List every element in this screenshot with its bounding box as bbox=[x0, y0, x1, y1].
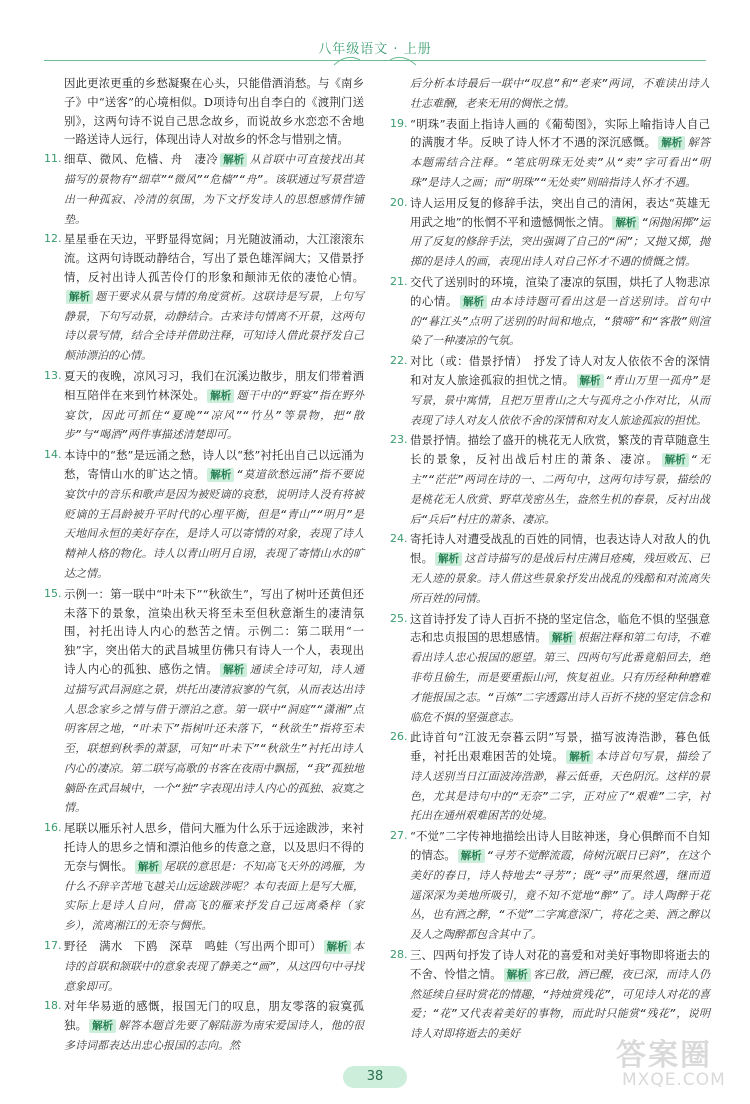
right-answer-column bbox=[390, 74, 710, 1045]
answer-entry bbox=[390, 352, 710, 430]
watermark bbox=[616, 1030, 736, 1098]
answer-text: 对比（或：借景抒情） 抒发了诗人对友人依依不舍的深情和对友人旅途孤寂的担忧之情。 bbox=[410, 354, 710, 387]
explanation-text: 后分析本诗最后一联中“叹息”和“老来”两词，不难读出诗人壮志难酬，老来无用的惆怅之情。 bbox=[410, 77, 710, 110]
question-number: 27. bbox=[390, 829, 408, 843]
answer-entry bbox=[44, 819, 364, 936]
answer-text: 因此更浓更重的乡愁凝聚在心头，只能借酒消愁。与《南乡子》中“送客”的心境相似。D项诗句出自李白的《渡荆门送别》，这两句诗不说自己思念故乡，而说故乡水恋恋不舍地一路送诗人远行，体现出诗人对故乡的怀念与惜别之情。 bbox=[64, 76, 364, 147]
answer-entry bbox=[44, 997, 364, 1055]
analysis-label: 解析 bbox=[207, 389, 234, 403]
analysis-label: 解析 bbox=[324, 940, 351, 954]
analysis-label: 解析 bbox=[460, 295, 487, 309]
question-number: 22. bbox=[390, 354, 408, 368]
analysis-label: 解析 bbox=[577, 374, 604, 388]
answer-text: “不觉”二字传神地描绘出诗人目眩神迷，身心俱醉而不自知的情态。 bbox=[410, 829, 710, 863]
question-number: 24. bbox=[390, 532, 408, 546]
analysis-label: 解析 bbox=[662, 453, 689, 467]
page-header bbox=[0, 0, 750, 72]
answer-text: 这首诗抒发了诗人百折不挠的坚定信念，临危不惧的坚强意志和忠贞报国的思想感情。 bbox=[410, 611, 710, 645]
analysis-label: 解析 bbox=[612, 216, 639, 230]
explanation-text: 这首诗描写的是战后村庄满目疮痍，残垣败瓦、已无人迹的景象。诗人借这些景象抒发出战乱的残酷和对流离失所百姓的同情。 bbox=[410, 552, 710, 605]
answer-text: 对年华易逝的感慨，报国无门的叹息，朋友零落的寂寞孤独。 bbox=[64, 999, 364, 1033]
analysis-label: 解析 bbox=[658, 136, 685, 150]
question-number: 17. bbox=[44, 939, 62, 953]
analysis-label: 解析 bbox=[220, 663, 247, 677]
answer-entry bbox=[390, 431, 710, 529]
explanation-text: “莫道欲愁远涌”指不要说宴饮中的音乐和歌声是因为被贬谪的哀愁，说明诗人没有将被贬谪的王昌龄被升平时代的心理平衡，但是“青山”“明月”是天地间永恒的美好存在，是诗人可以寄情的对象，表现了诗人精神人格的物化。诗人以青山明月自诩，表现了寄情山水的旷达之情。 bbox=[64, 467, 364, 580]
answer-text: 夏天的夜晚，凉风习习，我们在沉溪边散步，朋友们带着酒相互陪伴在来到竹林深处。 bbox=[64, 368, 364, 402]
question-number: 11. bbox=[44, 152, 62, 166]
analysis-label: 解析 bbox=[549, 631, 576, 645]
answer-entry bbox=[44, 74, 364, 149]
answer-entry bbox=[390, 530, 710, 608]
left-answer-column bbox=[44, 74, 364, 1057]
answer-text: 寄托诗人对遭受战乱的百姓的同情，也表达诗人对敌人的仇恨。 bbox=[410, 532, 710, 566]
header-title: 八年级语文 · 上册 bbox=[318, 42, 432, 57]
analysis-label: 解析 bbox=[207, 468, 234, 482]
analysis-label: 解析 bbox=[435, 552, 462, 566]
question-number: 16. bbox=[44, 821, 62, 835]
explanation-text: 根据注释和第二句诗，不难看出诗人忠心报国的愿望。第三、四两句写此番竟船回去，绝非苟且偷生，而是要重振山河，恢复祖业。只有历经种种磨难才能报国之志。“百炼”二字透露出诗人百折不挠的坚定信念和临危不惧的坚强意志。 bbox=[410, 631, 710, 724]
answer-text: 示例一：第一联中“叶未下”“秋欲生”，写出了树叶还黄但还未落下的景象，渲染出秋天将至未至但秋意渐生的凄清氛围，衬托出诗人内心的愁苦之情。示例二：第二联用“一独”字，突出偌大的武昌城里仿佛只有诗人一个人，表现出诗人内心的孤独、感伤之情。 bbox=[64, 586, 364, 676]
page-number: 38 bbox=[366, 1069, 384, 1084]
explanation-text: “寻芳不觉醉流霞，倚树沉眠日已斜”，在这个美好的春日，诗人特地去“寻芳”；既“寻”而果然遇，继而逍遥深深为美地所吸引，竟不知不觉地“醉”了。诗人陶醉于花丛，也有酒之醉，“不觉”二字寓意深广，将花之美、酒之醉以及人之陶醉都包含其中了。 bbox=[410, 849, 710, 942]
answer-entry bbox=[390, 194, 710, 272]
answer-text: 野径 满水 下鸥 深草 鸣蛙（写出两个即可） bbox=[64, 939, 322, 954]
answer-text: 三、四两句抒发了诗人对花的喜爱和对美好事物即将逝去的不舍、怜惜之情。 bbox=[410, 948, 710, 981]
explanation-text: 题干中的“野宴”指在野外宴饮，因此可抓住“夏晚”“凉风”“竹丛”等景物，把“散步”与“喝酒”两件事描述清楚即可。 bbox=[64, 388, 364, 442]
answer-text: 此诗首句“江波无奈暮云阴”写景，描写波涛浩渺，暮色低垂，衬托出艰难困苦的处境。 bbox=[410, 730, 710, 764]
question-number: 14. bbox=[44, 448, 62, 462]
answer-entry bbox=[44, 937, 364, 996]
analysis-label: 解析 bbox=[220, 153, 247, 167]
explanation-text: “无主”“茫茫”两词在诗的一、二两句中，这两句诗写景，描绘的是桃花无人欣赏、野草茂密丛生，盎然生机的春景，反衬出战后“兵后”村庄的萧条、凄凉。 bbox=[410, 453, 710, 526]
question-number: 13. bbox=[44, 368, 62, 382]
explanation-text: 从首联中可直接找出其描写的景物有“细草”“微风”“危樯”“舟”。该联通过写景营造出一种孤寂、冷清的氛围，为下文抒发诗人的思想感情作铺垫。 bbox=[64, 153, 364, 226]
answer-entry bbox=[390, 74, 710, 114]
answer-entry bbox=[44, 230, 364, 366]
explanation-text: 由本诗诗题可看出这是一首送别诗。首句中的“暮江头”点明了送别的时间和地点，“猿啼”和“客散”则渲染了一种凄凉的气氛。 bbox=[410, 294, 710, 348]
watermark-site-text: MXQE.COM bbox=[622, 1070, 726, 1090]
analysis-label: 解析 bbox=[135, 860, 162, 874]
explanation-text: 客已散，酒已醒，夜已深，而诗人仍然延续自昼时赏花的情趣，“持烛赏残花”，可见诗人对花的喜爱；“花”又代表着美好的事物，而此时只能赏“残花”，说明诗人对即将逝去的美好 bbox=[410, 967, 710, 1041]
explanation-text: 本诗的首联和颔联中的意象表现了静美之“画”，从这四句中寻找意象即可。 bbox=[64, 940, 364, 993]
answer-entry bbox=[390, 610, 710, 728]
question-number: 15. bbox=[44, 586, 62, 600]
answer-text: 尾联以雁乐衬人思乡，借问大雁为什么乐于远途跋涉，来衬托诗人的思乡之情和漂泊他乡的传意之意，以及思归不得的无奈与惆怅。 bbox=[64, 821, 364, 873]
answer-entry bbox=[44, 446, 364, 584]
answer-entry bbox=[390, 273, 710, 351]
answer-entry bbox=[390, 827, 710, 945]
answer-entry bbox=[390, 728, 710, 826]
explanation-text: 本诗首句写景，描绘了诗人送别当日江面波涛浩渺，暮云低垂，天色阴沉。这样的景色，尤其是诗句中的“无奈”二字，正对应了“艰难”二字，衬托出在通州艰难困苦的处境。 bbox=[410, 750, 710, 823]
explanation-text: “青山万里一孤舟”是写景，景中寓情，且把万里青山之大与孤舟之小作对比，从而表现了诗人对友人依依不舍的深情和对友人旅途孤寂的担忧。 bbox=[410, 373, 710, 427]
explanation-text: 尾联的意思是：不知高飞天外的鸿雁，为什么不辞辛苦地飞越关山远途跋涉呢？本句表面上是写大雁，实际上是诗人自问，借高飞的雁来抒发自己远离桑梓（家乡），流离湘江的无奈与惆怅。 bbox=[64, 859, 364, 933]
analysis-label: 解析 bbox=[458, 849, 485, 863]
explanation-text: 解答本题需结合注释。“笔底明珠无处卖”从“卖”字可看出“明珠”是诗人之画；而“明珠”“无处卖”则暗指诗人怀才不遇。 bbox=[410, 136, 710, 189]
answer-entry bbox=[44, 150, 364, 229]
watermark-logo-text: 答案圈 bbox=[616, 1038, 712, 1073]
analysis-label: 解析 bbox=[504, 968, 531, 982]
analysis-label: 解析 bbox=[566, 750, 593, 764]
analysis-label: 解析 bbox=[89, 1019, 116, 1033]
question-number: 23. bbox=[390, 433, 408, 447]
answer-text: 诗人运用反复的修辞手法，突出自己的清闲，表达“英雄无用武之地”的怅惘不平和遗憾惆怅之情。 bbox=[410, 195, 710, 229]
question-number: 28. bbox=[390, 948, 408, 962]
header-divider bbox=[44, 60, 706, 61]
answer-text: 本诗中的“愁”是远涌之愁，诗人以“愁”衬托出自己以远涌为愁，寄情山水的旷达之情。 bbox=[64, 448, 364, 481]
answer-text: 细草、微风、危樯、舟 凄冷 bbox=[64, 152, 219, 167]
answer-entry bbox=[390, 115, 710, 193]
question-number: 20. bbox=[390, 195, 408, 209]
answer-text: 交代了送别时的环境，渲染了凄凉的氛围，烘托了人物悲凉的心情。 bbox=[410, 274, 710, 308]
question-number: 18. bbox=[44, 999, 62, 1013]
answer-text: 星星垂在天边，平野显得宽阔；月光随波涌动，大江滚滚东流。这两句诗既动静结合，写出了景色雄浑阔大；又借景抒情，反衬出诗人孤苦伶仃的形象和颠沛无依的凄怆心情。 bbox=[64, 232, 364, 284]
question-number: 25. bbox=[390, 611, 408, 625]
question-number: 19. bbox=[390, 116, 408, 130]
page-number-badge bbox=[343, 1066, 407, 1088]
question-number: 21. bbox=[390, 274, 408, 288]
explanation-text: 题干要求从景与情的角度赏析。这联诗是写景，上句写静景，下句写动景，动静结合。古来诗句情离不开景，这两句诗以景写情，结合全诗并借助注释，可知诗人借此景抒发自己颠沛漂泊的心情。 bbox=[64, 289, 364, 363]
answer-entry bbox=[44, 367, 364, 445]
analysis-label: 解析 bbox=[66, 290, 93, 304]
answer-entry bbox=[44, 585, 364, 819]
question-number: 12. bbox=[44, 232, 62, 246]
answer-text: 借景抒情。描绘了盛开的桃花无人欣赏，繁茂的青草随意生长的景象，反衬出战后村庄的萧条、凄凉。 bbox=[410, 433, 710, 467]
explanation-text: 通读全诗可知，诗人通过描写武昌洞庭之景，烘托出凄清寂寥的气氛，从而表达出诗人思念家乡之情与借于漂泊之意。第一联中“洞庭”“潇湘”点明客居之地，“叶未下”指树叶还未落下，“秋欲生”指将至未至，联想到秋季的萧瑟，可知“叶未下”“秋欲生”衬托出诗人内心的凄凉。第二联写高歌的书客在夜雨中飘摇，“我”孤独地躺卧在武昌城中，一个“独”字表现出诗人内心的孤独、寂寞之情。 bbox=[64, 662, 364, 815]
explanation-text: 解答本题首先要了解陆游为南宋爱国诗人，他的很多诗词都表达出忠心报国的志向。然 bbox=[64, 1019, 364, 1053]
answer-text: “明珠”表面上指诗人画的《葡萄图》，实际上喻指诗人自己的满腹才华。反映了诗人怀才不遇的深沉感慨。 bbox=[410, 116, 710, 150]
explanation-text: “闲抛闲掷”运用了反复的修辞手法，突出强调了自己的“闲”；又抛又掷，抛掷的是诗人的画，表现出诗人对自己怀才不遇的愤慨之情。 bbox=[410, 215, 711, 269]
question-number: 26. bbox=[390, 730, 408, 744]
